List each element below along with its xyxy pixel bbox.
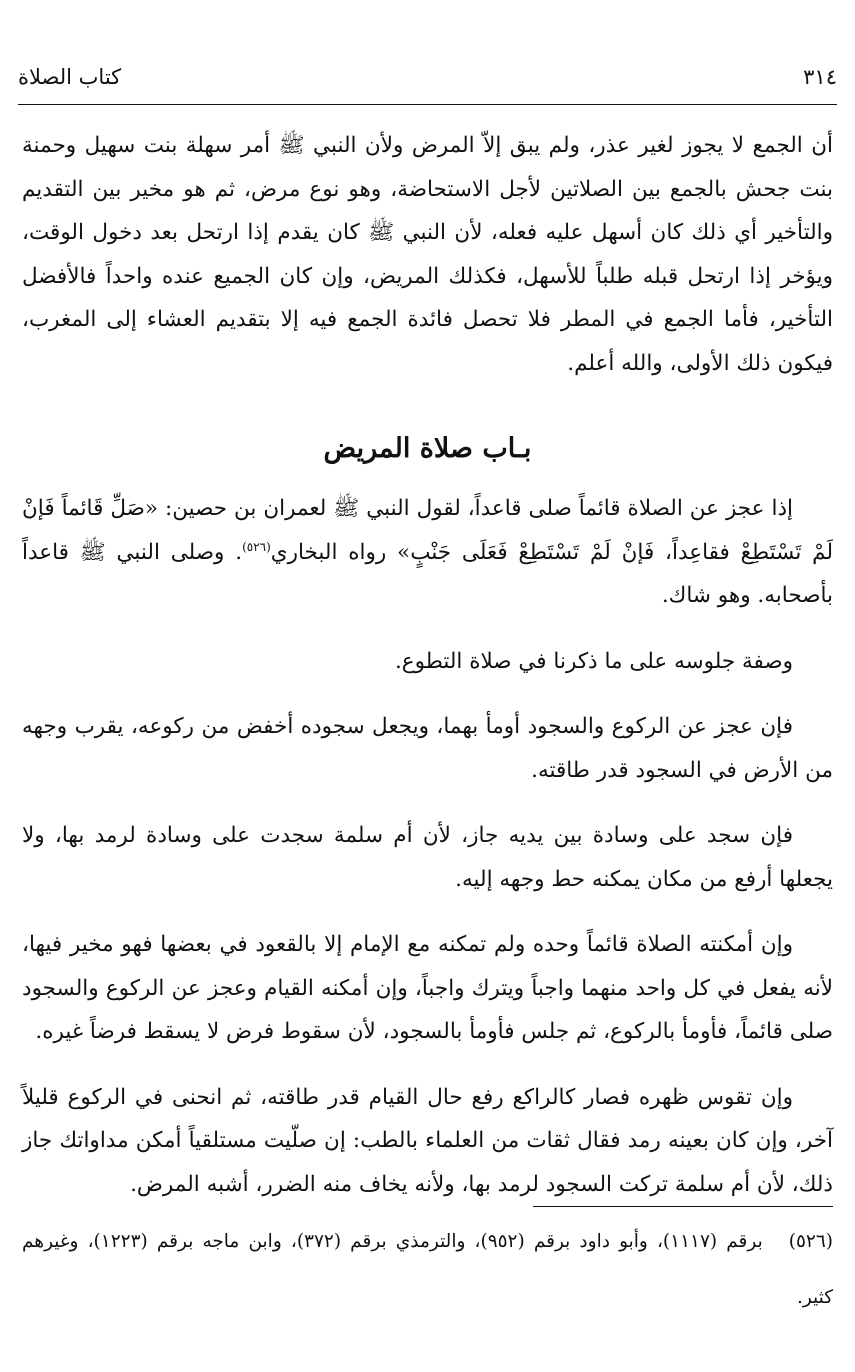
paragraph: فإن عجز عن الركوع والسجود أومأ بهما، ويجعل سجوده أخفض من ركوعه، يقرب وجهه من الأرض في السجود قدر طاقته. — [22, 714, 833, 783]
main-text — [22, 124, 833, 1206]
paragraph: فإن سجد على وسادة بين يديه جاز، لأن أم سلمة سجدت على وسادة لرمد بها، ولا يجعلها أرفع من مكان يمكنه حط وجهه إليه. — [22, 823, 833, 892]
running-header — [18, 60, 837, 94]
footnote-text: برقم (١١١٧)، وأبو داود برقم (٩٥٢)، والترمذي برقم (٣٧٢)، وابن ماجه برقم (١٢٢٣)، وغيرهم كثير. — [22, 1231, 833, 1308]
page-number: ٣١٤ — [803, 65, 837, 89]
hadith-paragraph — [22, 487, 833, 618]
paragraph: وإن أمكنته الصلاة قائماً وحده ولم تمكنه مع الإمام إلا بالقعود في بعضها فهو مخير فيها، لأنه يفعل في كل واحد منهما واجباً ويترك واجباً، وإن أمكنه القيام وعجز عن الركوع والسجود صلى قائماً، فأومأ بالركوع، ثم جلس فأومأ بالسجود، لأن سقوط فرض لا يسقط فرضاً غيره. — [22, 932, 833, 1044]
paragraph-continued: أن الجمع لا يجوز لغير عذر، ولم يبق إلاّ المرض ولأن النبي ﷺ أمر سهلة بنت سهيل وحمنة بنت جحش بالجمع بين الصلاتين لأجل الاستحاضة، وهو نوع مرض، ثم هو مخير بين التقديم والتأخير أي ذلك كان أسهل عليه فعله، لأن النبي ﷺ كان يقدم إذا ارتحل بعد دخول الوقت، ويؤخر إذا ارتحل قبله طلباً للأسهل، فكذلك المريض، وإن كان الجميع عنده واحداً فالأفضل التأخير، فأما الجمع في المطر فلا تحصل فائدة الجمع فيه إلا بتقديم العشاء إلى المغرب، فيكون ذلك الأولى، والله أعلم. — [22, 133, 833, 376]
footnote — [22, 1214, 833, 1326]
header-rule — [18, 104, 837, 105]
footnote-rule — [533, 1206, 833, 1207]
footnote-reference[interactable]: (٥٢٦) — [242, 539, 271, 554]
footnote-number: (٥٢٦) — [788, 1231, 833, 1252]
section-title: بـاب صلاة المريض — [323, 433, 532, 464]
paragraph: وإن تقوس ظهره فصار كالراكع رفع حال القيام قدر طاقته، ثم انحنى في الركوع قليلاً آخر، وإن كان بعينه رمد فقال ثقات من العلماء بالطب: إن صلّيت مستلقياً أمكن مداواتك جاز ذلك، لأن أم سلمة تركت السجود لرمد بها، ولأنه يخاف منه الضرر، أشبه المرض. — [22, 1084, 833, 1197]
hadith-text-continued: . وصلى النبي ﷺ قاعداً بأصحابه. وهو شاك. — [22, 539, 833, 608]
book-title: كتاب الصلاة — [18, 65, 122, 89]
hadith-text: إذا عجز عن الصلاة قائماً صلى قاعداً، لقول النبي ﷺ لعمران بن حصين: «صَلِّ قَائماً فَإنْ لَمْ تَسْتَطِعْ فقاعِداً، فَإنْ لَمْ تَسْتَطِعْ فَعَلَى جَنْبٍ» رواه البخاري — [22, 496, 833, 565]
paragraph: وصفة جلوسه على ما ذكرنا في صلاة التطوع. — [394, 648, 793, 674]
footnote-entry — [22, 1214, 833, 1326]
